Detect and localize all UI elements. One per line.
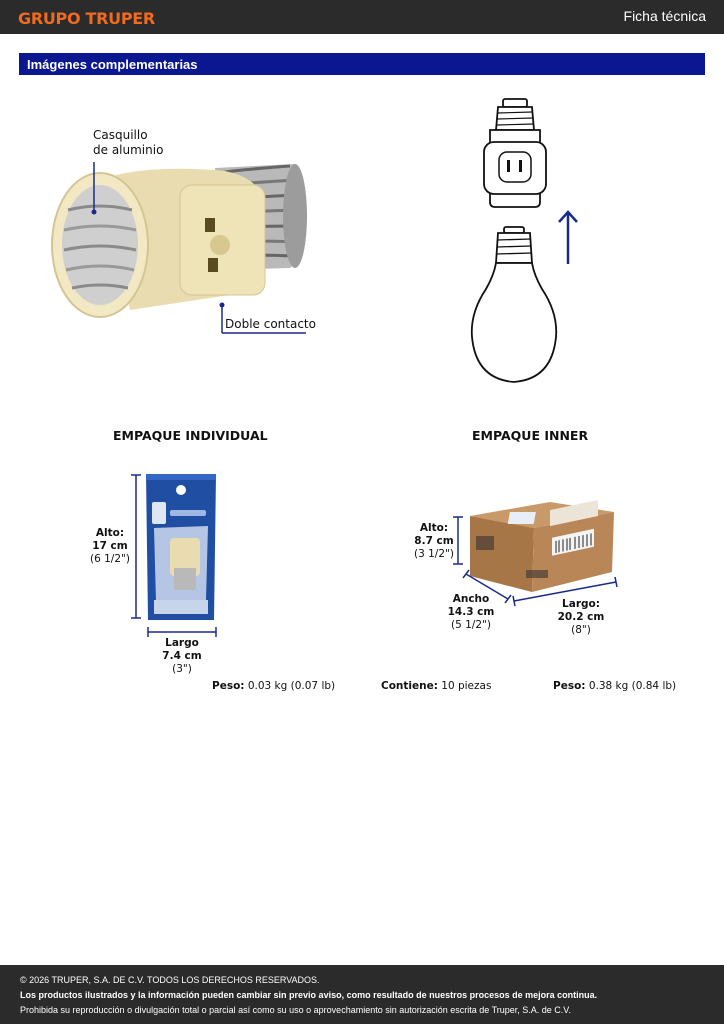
callout-lines	[0, 0, 724, 400]
individual-length-dim	[155, 637, 209, 676]
inner-length-dim	[553, 598, 609, 637]
individual-weight-label: Peso:	[212, 680, 245, 692]
inner-height-dim	[410, 522, 458, 561]
individual-length-value: 7.4 cm	[162, 650, 202, 662]
callout-socket-line2: de aluminio	[93, 143, 164, 157]
inner-contents	[381, 680, 491, 692]
inner-height-label: Alto:	[419, 522, 449, 534]
sheet-title: Ficha técnica	[623, 8, 706, 24]
inner-contents-label: Contiene:	[381, 680, 438, 692]
individual-dimension-lines	[128, 470, 228, 640]
individual-height-dim	[86, 527, 134, 566]
bulb-outline-drawing	[466, 225, 562, 387]
inner-width-label: Ancho	[452, 593, 490, 605]
callout-socket-line1: Casquillo	[93, 128, 148, 142]
individual-length-label: Largo	[165, 637, 199, 649]
individual-height-label: Alto:	[95, 527, 125, 539]
inner-package-title: EMPAQUE INNER	[472, 428, 589, 443]
inner-width-dim	[443, 593, 499, 632]
individual-package-title: EMPAQUE INDIVIDUAL	[113, 428, 268, 443]
brand-logo: GRUPO TRUPER	[18, 9, 155, 28]
individual-weight-value: 0.03 kg (0.07 lb)	[247, 680, 336, 692]
section-title: Imágenes complementarias	[27, 57, 198, 72]
inner-length-imperial: (8")	[571, 624, 591, 636]
individual-weight	[212, 680, 335, 692]
individual-height-value: 17 cm	[92, 540, 128, 552]
inner-length-label: Largo:	[562, 598, 600, 610]
callout-outlet: Doble contacto	[225, 317, 316, 331]
inner-contents-value: 10 piezas	[441, 680, 492, 692]
footer-copyright: © 2026 TRUPER, S.A. DE C.V. TODOS LOS DERECHOS RESERVADOS.	[20, 975, 320, 985]
callout-socket	[93, 128, 163, 158]
inner-weight-value: 0.38 kg (0.84 lb)	[588, 680, 677, 692]
inner-weight	[553, 680, 676, 692]
inner-length-value: 20.2 cm	[557, 611, 605, 623]
individual-height-imperial: (6 1/2")	[90, 553, 130, 565]
individual-length-imperial: (3")	[172, 663, 192, 675]
inner-width-imperial: (5 1/2")	[451, 619, 491, 631]
inner-height-value: 8.7 cm	[414, 535, 454, 547]
adapter-outline-drawing	[480, 98, 550, 210]
footer-notice: Los productos ilustrados y la información pueden cambiar sin previo aviso, como resultado de nuestros procesos de mejora continua.	[20, 990, 598, 1000]
footer-prohibition: Prohibida su reproducción o divulgación total o parcial así como su uso o aprovechamiento sin autorización escrita de Truper, S.A. de C.V.	[20, 1005, 571, 1015]
inner-width-value: 14.3 cm	[447, 606, 495, 618]
inner-height-imperial: (3 1/2")	[414, 548, 454, 560]
footer	[0, 965, 724, 1024]
inner-weight-label: Peso:	[553, 680, 586, 692]
